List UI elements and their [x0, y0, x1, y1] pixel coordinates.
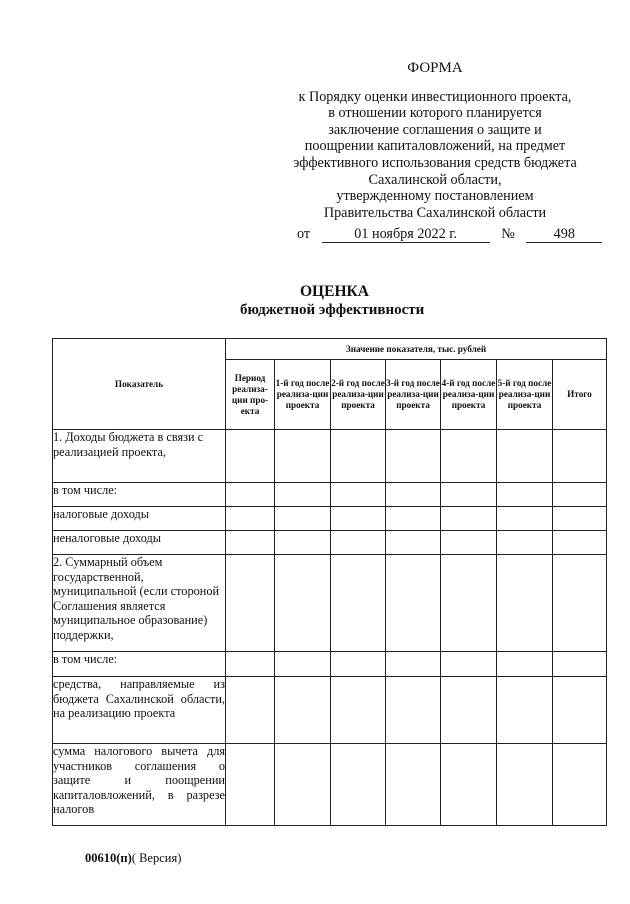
indicator-header: Показатель — [53, 339, 226, 430]
table-cell[interactable] — [553, 507, 607, 531]
row-label-tax-revenue: налоговые доходы — [53, 507, 226, 531]
table-row — [53, 652, 607, 677]
table-cell[interactable] — [275, 652, 331, 677]
table-cell[interactable] — [226, 652, 275, 677]
table-cell[interactable] — [226, 744, 275, 826]
header-line: заключение соглашения о защите и — [328, 121, 542, 138]
table-cell[interactable] — [441, 483, 497, 507]
row-label-non-tax-revenue: неналоговые доходы — [53, 531, 226, 555]
table-cell[interactable] — [553, 430, 607, 483]
column-header-year-1: 1-й год после реализа-ции проекта — [275, 360, 331, 430]
column-header-year-4: 4-й год после реализа-ции проекта — [441, 360, 497, 430]
header-line: в отношении которого планируется — [328, 105, 542, 122]
date-number-line — [297, 226, 602, 243]
table-row — [53, 677, 607, 744]
title-main: ОЦЕНКА — [300, 283, 369, 300]
table-cell[interactable] — [275, 555, 331, 652]
table-cell[interactable] — [275, 507, 331, 531]
table-cell[interactable] — [331, 430, 386, 483]
table-row — [53, 531, 607, 555]
table-cell[interactable] — [553, 483, 607, 507]
table-cell[interactable] — [497, 531, 553, 555]
table-cell[interactable] — [275, 531, 331, 555]
row-label-regional-budget-funds: средства, направляемые из бюджета Сахалинской области, на реализацию проекта — [53, 677, 226, 744]
table-cell[interactable] — [441, 531, 497, 555]
table-cell[interactable] — [497, 430, 553, 483]
table-cell[interactable] — [386, 483, 441, 507]
date-value: 01 ноября 2022 г. — [322, 226, 490, 243]
table-row — [53, 555, 607, 652]
table-cell[interactable] — [553, 652, 607, 677]
table-cell[interactable] — [226, 430, 275, 483]
table-cell[interactable] — [331, 677, 386, 744]
table-cell[interactable] — [275, 744, 331, 826]
evaluation-table — [52, 338, 607, 826]
document-version: ( Версия) — [131, 851, 182, 865]
table-cell[interactable] — [497, 555, 553, 652]
table-cell[interactable] — [386, 507, 441, 531]
table-cell[interactable] — [441, 677, 497, 744]
document-code: 00610(п) — [85, 851, 132, 865]
table-cell[interactable] — [386, 430, 441, 483]
table-cell[interactable] — [553, 744, 607, 826]
table-cell[interactable] — [553, 555, 607, 652]
table-cell[interactable] — [441, 744, 497, 826]
table-cell[interactable] — [226, 555, 275, 652]
row-label-including: в том числе: — [53, 652, 226, 677]
table-cell[interactable] — [331, 555, 386, 652]
form-label: ФОРМА — [407, 60, 463, 76]
table-cell[interactable] — [386, 531, 441, 555]
table-cell[interactable] — [331, 744, 386, 826]
form-header — [270, 60, 600, 221]
table-cell[interactable] — [497, 677, 553, 744]
table-cell[interactable] — [386, 652, 441, 677]
table-cell[interactable] — [386, 555, 441, 652]
number-value: 498 — [526, 226, 602, 243]
table-cell[interactable] — [441, 507, 497, 531]
table-row — [53, 744, 607, 826]
table-cell[interactable] — [226, 677, 275, 744]
header-line: эффективного использования средств бюджета — [293, 154, 577, 171]
header-line: утвержденному постановлением — [336, 188, 534, 205]
table-cell[interactable] — [275, 430, 331, 483]
table-cell[interactable] — [331, 531, 386, 555]
row-label-including: в том числе: — [53, 483, 226, 507]
table-cell[interactable] — [441, 430, 497, 483]
table-cell[interactable] — [553, 531, 607, 555]
date-prefix: от — [297, 226, 311, 242]
header-line: к Порядку оценки инвестиционного проекта, — [298, 88, 572, 105]
table-row — [53, 483, 607, 507]
table-row — [53, 430, 607, 483]
header-line: поощрении капиталовложений, на предмет — [304, 138, 566, 155]
table-cell[interactable] — [275, 677, 331, 744]
table-cell[interactable] — [226, 507, 275, 531]
table-cell[interactable] — [226, 531, 275, 555]
column-header-year-2: 2-й год после реализа-ции проекта — [331, 360, 386, 430]
table-cell[interactable] — [497, 483, 553, 507]
value-group-header: Значение показателя, тыс. рублей — [226, 339, 607, 360]
document-footer — [85, 851, 181, 866]
table-cell[interactable] — [226, 483, 275, 507]
column-header-total: Итого — [553, 360, 607, 430]
table-cell[interactable] — [441, 555, 497, 652]
table-cell[interactable] — [331, 483, 386, 507]
table-cell[interactable] — [553, 677, 607, 744]
row-label-budget-revenue: 1. Доходы бюджета в связи с реализацией проекта, — [53, 430, 226, 483]
column-header-period: Период реализа-ции про-екта — [226, 360, 275, 430]
number-prefix: № — [501, 226, 515, 242]
row-label-tax-deduction: сумма налогового вычета для участников соглашения о защите и поощрении капиталовложений, в разрезе налогов — [53, 744, 226, 826]
row-label-total-support: 2. Суммарный объем государственной, муниципальной (если стороной Соглашения является муниципальное образование) поддержки, — [53, 555, 226, 652]
table-cell[interactable] — [497, 652, 553, 677]
table-cell[interactable] — [386, 677, 441, 744]
header-line: Сахалинской области, — [368, 171, 502, 188]
column-header-year-5: 5-й год после реализа-ции проекта — [497, 360, 553, 430]
table-cell[interactable] — [497, 744, 553, 826]
table-cell[interactable] — [497, 507, 553, 531]
table-cell[interactable] — [275, 483, 331, 507]
table-cell[interactable] — [386, 744, 441, 826]
table-cell[interactable] — [441, 652, 497, 677]
title-sub: бюджетной эффективности — [240, 302, 425, 318]
table-cell[interactable] — [331, 507, 386, 531]
header-line: Правительства Сахалинской области — [323, 204, 547, 221]
table-row — [53, 507, 607, 531]
table-cell[interactable] — [331, 652, 386, 677]
column-header-year-3: 3-й год после реализа-ции проекта — [386, 360, 441, 430]
